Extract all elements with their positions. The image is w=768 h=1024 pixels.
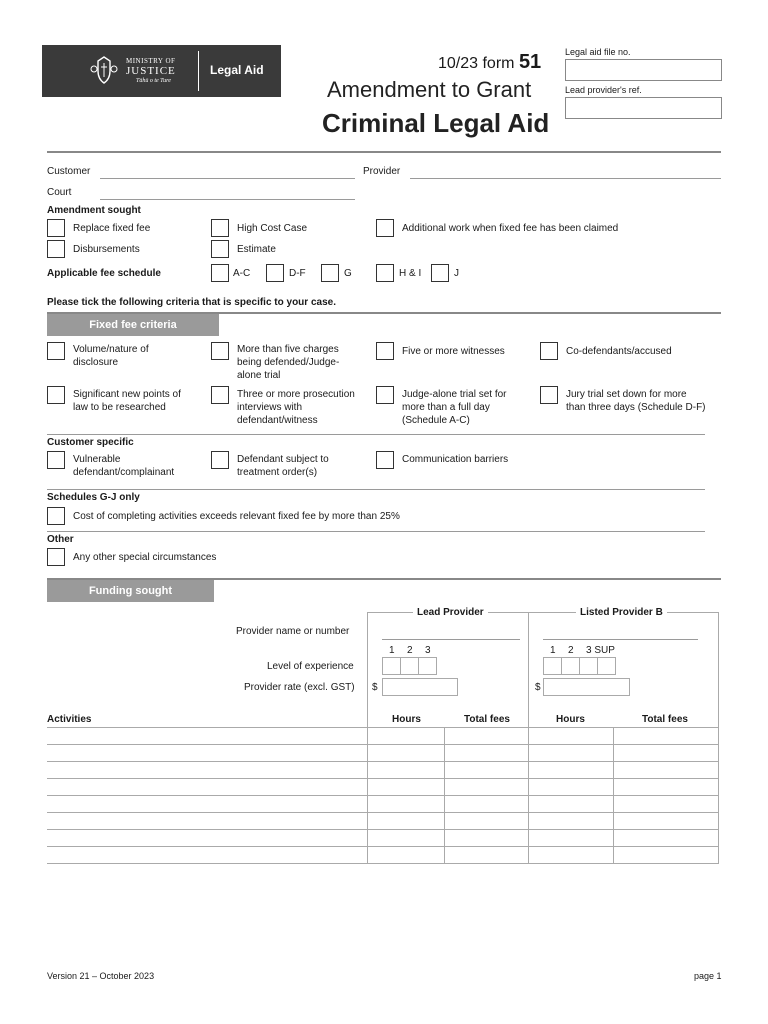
file-no-label: Legal aid file no. (565, 47, 631, 57)
lead-level-3: 3 (425, 645, 431, 656)
schedules-divider (47, 489, 705, 490)
table-row[interactable] (47, 812, 719, 829)
other-heading: Other (47, 534, 74, 545)
coat-of-arms-icon (90, 55, 118, 85)
volume-disclosure-label: Volume/nature of disclosure (73, 344, 149, 368)
table-row[interactable] (47, 761, 719, 778)
rate-label: Provider rate (excl. GST) (244, 682, 355, 693)
table-row[interactable] (47, 829, 719, 846)
header-divider (47, 151, 721, 153)
additional-work-checkbox[interactable] (376, 219, 394, 237)
fee-hi-checkbox[interactable] (376, 264, 394, 282)
listed-currency: $ (535, 682, 541, 693)
provider-ref-label: Lead provider's ref. (565, 85, 642, 95)
cost-exceeds-checkbox[interactable] (47, 507, 65, 525)
lead-provider-heading: Lead Provider (413, 606, 488, 619)
form-number-value: 51 (518, 51, 542, 73)
table-row[interactable] (47, 744, 719, 761)
fee-j-checkbox[interactable] (431, 264, 449, 282)
new-points-of-law-checkbox[interactable] (47, 386, 65, 404)
table-row[interactable] (47, 846, 719, 864)
vulnerable-label: Vulnerable defendant/complainant (73, 454, 175, 478)
lead-level-2-box[interactable] (400, 657, 419, 675)
disbursements-checkbox[interactable] (47, 240, 65, 258)
treatment-order-label: Defendant subject to treatment order(s) (237, 454, 329, 478)
vulnerable-checkbox[interactable] (47, 451, 65, 469)
table-row[interactable] (47, 778, 719, 795)
judge-alone-trial-checkbox[interactable] (376, 386, 394, 404)
listed-level-3-box[interactable] (579, 657, 598, 675)
jury-trial-checkbox[interactable] (540, 386, 558, 404)
additional-work-label: Additional work when fixed fee has been claimed (402, 223, 619, 234)
title-line1: Amendment to Grant (327, 77, 532, 102)
schedules-heading: Schedules G-J only (47, 492, 140, 503)
fee-g-checkbox[interactable] (321, 264, 339, 282)
disbursements-label: Disbursements (73, 244, 140, 255)
other-divider (47, 531, 705, 532)
fee-df-label: D-F (289, 268, 306, 279)
fee-g-label: G (344, 268, 352, 279)
listed-provider-heading: Listed Provider B (576, 606, 667, 619)
lead-total-fees-header: Total fees (464, 714, 510, 725)
customer-field[interactable] (100, 178, 355, 179)
version-text: Version 21 – October 2023 (47, 971, 155, 981)
amendment-heading: Amendment sought (47, 205, 141, 216)
replace-fixed-fee-label: Replace fixed fee (73, 223, 151, 234)
column-divider (613, 727, 614, 864)
fee-j-label: J (454, 268, 459, 279)
customer-label: Customer (47, 166, 91, 177)
court-field[interactable] (100, 199, 355, 200)
listed-level-sup-box[interactable] (597, 657, 616, 675)
lead-hours-header: Hours (392, 714, 421, 725)
program-name: Legal Aid (210, 63, 264, 77)
logo-divider (198, 51, 199, 91)
replace-fixed-fee-checkbox[interactable] (47, 219, 65, 237)
estimate-checkbox[interactable] (211, 240, 229, 258)
five-or-more-witnesses-label: Five or more witnesses (402, 346, 505, 357)
customer-specific-divider (47, 434, 705, 435)
page-title: Criminal Legal Aid (322, 108, 550, 138)
customer-specific-heading: Customer specific (47, 437, 134, 448)
fee-df-checkbox[interactable] (266, 264, 284, 282)
fee-hi-label: H & I (399, 268, 422, 279)
lead-level-1: 1 (389, 645, 395, 656)
provider-field[interactable] (410, 178, 721, 179)
lead-level-3-box[interactable] (418, 657, 437, 675)
lead-level-1-box[interactable] (382, 657, 401, 675)
lead-rate-field[interactable] (382, 678, 458, 696)
fee-ac-checkbox[interactable] (211, 264, 229, 282)
activities-table (47, 727, 719, 864)
volume-disclosure-checkbox[interactable] (47, 342, 65, 360)
high-cost-case-checkbox[interactable] (211, 219, 229, 237)
estimate-label: Estimate (237, 244, 276, 255)
special-circumstances-label: Any other special circumstances (73, 552, 217, 563)
fee-ac-label: A-C (233, 268, 251, 279)
listed-total-fees-header: Total fees (642, 714, 688, 725)
provider-ref-field[interactable] (565, 97, 722, 119)
form-number-prefix: 10/23 form (438, 55, 515, 72)
lead-level-2: 2 (407, 645, 413, 656)
communication-barriers-checkbox[interactable] (376, 451, 394, 469)
cost-exceeds-label: Cost of completing activities exceeds relevant fixed fee by more than 25% (73, 511, 400, 522)
listed-hours-header: Hours (556, 714, 585, 725)
more-than-five-charges-checkbox[interactable] (211, 342, 229, 360)
provider-label: Provider (363, 166, 401, 177)
lead-currency: $ (372, 682, 378, 693)
page-number: page 1 (694, 971, 722, 981)
experience-label: Level of experience (267, 661, 354, 672)
high-cost-case-label: High Cost Case (237, 223, 308, 234)
listed-level-1-box[interactable] (543, 657, 562, 675)
communication-barriers-label: Communication barriers (402, 454, 509, 465)
funding-sought-tab: Funding sought (47, 580, 214, 602)
listed-level-3: 3 SUP (586, 645, 615, 656)
column-divider (444, 727, 445, 864)
ministry-logo (42, 45, 281, 97)
table-row[interactable] (47, 727, 719, 744)
ministry-tagline: Tāhū o te Ture (136, 78, 171, 84)
table-row[interactable] (47, 795, 719, 812)
new-points-of-law-label: Significant new points of law to be researched (73, 389, 181, 413)
listed-level-1: 1 (550, 645, 556, 656)
fixed-fee-criteria-tab: Fixed fee criteria (47, 314, 219, 336)
listed-provider-name-field[interactable] (543, 639, 698, 640)
fee-schedule-label: Applicable fee schedule (47, 268, 161, 279)
prosecution-interviews-label: Three or more prosecution interviews with defendant/witness (237, 389, 355, 426)
file-no-field[interactable] (565, 59, 722, 81)
special-circumstances-checkbox[interactable] (47, 548, 65, 566)
provider-name-label: Provider name or number (236, 626, 350, 637)
listed-level-2: 2 (568, 645, 574, 656)
listed-rate-field[interactable] (543, 678, 630, 696)
five-or-more-witnesses-checkbox[interactable] (376, 342, 394, 360)
treatment-order-checkbox[interactable] (211, 451, 229, 469)
listed-level-2-box[interactable] (561, 657, 580, 675)
co-defendants-checkbox[interactable] (540, 342, 558, 360)
activities-header: Activities (47, 714, 92, 725)
more-than-five-charges-label: More than five charges being defended/Judge-alone trial (237, 344, 340, 381)
co-defendants-label: Co-defendants/accused (566, 346, 672, 357)
ministry-line1: MINISTRY OF (126, 57, 176, 65)
form-number (438, 51, 541, 74)
prosecution-interviews-checkbox[interactable] (211, 386, 229, 404)
court-label: Court (47, 187, 72, 198)
lead-provider-name-field[interactable] (382, 639, 520, 640)
criteria-instruction: Please tick the following criteria that is specific to your case. (47, 297, 336, 308)
judge-alone-trial-label: Judge-alone trial set for more than a full day (Schedule A-C) (402, 389, 507, 426)
jury-trial-label: Jury trial set down for more than three days (Schedule D-F) (566, 389, 706, 413)
ministry-line2: JUSTICE (126, 65, 176, 77)
